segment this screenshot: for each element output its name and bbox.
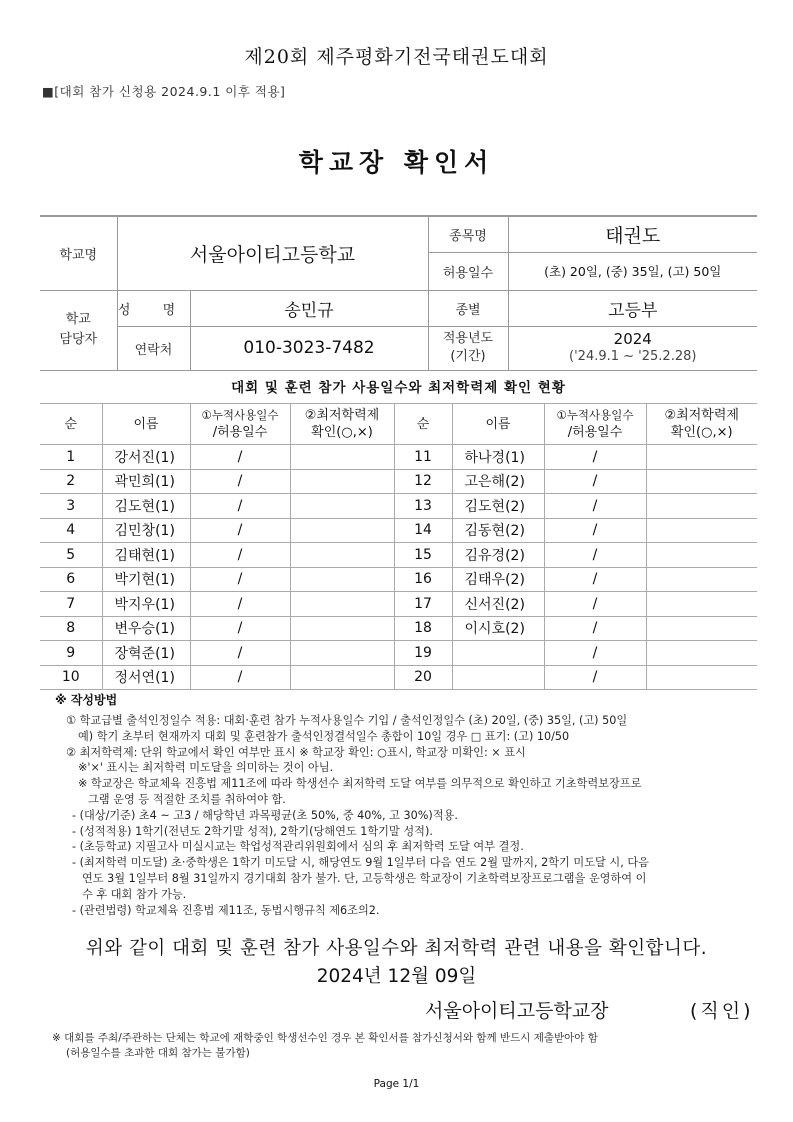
method-notes: [62, 713, 752, 918]
school-label: 학교명: [40, 216, 117, 290]
athlete-name: 김태우(2): [452, 567, 544, 592]
min-check: [290, 641, 394, 666]
athlete-name: [452, 641, 544, 666]
used-days: /: [544, 445, 646, 470]
row-no: 20: [394, 665, 452, 690]
athlete-name: 곽민희(1): [102, 469, 190, 494]
row-no: 4: [40, 518, 102, 543]
used-days: /: [544, 567, 646, 592]
min-check: [290, 469, 394, 494]
note-line: - (성적적용) 1학기(전년도 2학기말 성적), 2학기(당해연도 1학기말 성적).: [72, 824, 433, 838]
event-label: 종목명: [428, 216, 508, 252]
used-days: /: [544, 543, 646, 568]
row-no: 11: [394, 445, 452, 470]
col-used-left-line1: ①누적사용일수: [201, 408, 279, 422]
contact-value: 010-3023-7482: [190, 326, 428, 370]
note-line: ① 학교급별 출석인정일수 적용: 대회·훈련 참가 누적사용일수 기입 / 출석인정일수 (초) 20일, (중) 35일, (고) 50일: [66, 714, 628, 727]
athlete-name: 변우승(1): [102, 616, 190, 641]
athlete-roster-table: [40, 403, 757, 690]
min-check: [290, 665, 394, 690]
athlete-name: 박지우(1): [102, 592, 190, 617]
used-days: /: [544, 641, 646, 666]
used-days: /: [544, 494, 646, 519]
note-line: 수 후 대회 참가 가능.: [82, 887, 187, 901]
col-no-left: 순: [40, 404, 102, 445]
used-days: /: [190, 543, 290, 568]
athlete-name: 박기현(1): [102, 567, 190, 592]
row-no: 13: [394, 494, 452, 519]
used-days: /: [190, 567, 290, 592]
row-no: 16: [394, 567, 452, 592]
min-check: [646, 518, 757, 543]
row-no: 9: [40, 641, 102, 666]
row-no: 19: [394, 641, 452, 666]
row-no: 10: [40, 665, 102, 690]
min-check: [646, 592, 757, 617]
row-no: 18: [394, 616, 452, 641]
school-info-table: [40, 215, 757, 371]
manager-label: 학교 담당자: [40, 290, 117, 370]
row-no: 3: [40, 494, 102, 519]
footnote-line1: ※ 대회를 주최/주관하는 단체는 학교에 재학중인 학생선수인 경우 본 확인서를 참가신청서와 함께 반드시 제출받아야 함: [52, 1032, 598, 1044]
min-check: [290, 567, 394, 592]
table-row: [40, 592, 757, 617]
min-check: [290, 543, 394, 568]
note-line: 그램 운영 등 적절한 조치를 취하여야 함.: [88, 792, 286, 806]
used-days: /: [544, 592, 646, 617]
athlete-name: 김도현(1): [102, 494, 190, 519]
footnote: [52, 1031, 752, 1061]
used-days: /: [190, 616, 290, 641]
note-line: 예) 학기 초부터 현재까지 대회 및 훈련참가 출석인정결석일수 총합이 10일 경우 □ 표기: (고) 10/50: [78, 729, 570, 743]
note-line: - (대상/기준) 초4 ~ 고3 / 해당학년 과목평균(초 50%, 중 40%, 고 30%)적용.: [72, 808, 458, 822]
athlete-name: 김태현(1): [102, 543, 190, 568]
row-no: 6: [40, 567, 102, 592]
min-check: [646, 616, 757, 641]
division-value: 고등부: [508, 290, 757, 326]
athlete-name: 김유경(2): [452, 543, 544, 568]
col-name-right: 이름: [452, 404, 544, 445]
col-name-left: 이름: [102, 404, 190, 445]
col-used-right: [544, 404, 646, 445]
allowed-days-value: (초) 20일, (중) 35일, (고) 50일: [508, 252, 757, 290]
used-days: /: [190, 665, 290, 690]
used-days: /: [190, 494, 290, 519]
min-check: [646, 665, 757, 690]
note-line: ② 최저학력제: 단위 학교에서 확인 여부만 표시 ※ 학교장 확인: ○표시, 학교장 미확인: × 표시: [66, 745, 526, 759]
col-used-right-line2: /허용일수: [567, 425, 623, 440]
athlete-name: 장혁준(1): [102, 641, 190, 666]
year-period: ('24.9.1 ~ '25.2.28): [569, 349, 697, 364]
col-used-right-line1: ①누적사용일수: [556, 408, 634, 422]
used-days: /: [544, 518, 646, 543]
row-no: 12: [394, 469, 452, 494]
table-row: [40, 567, 757, 592]
used-days: /: [190, 518, 290, 543]
athlete-name: 신서진(2): [452, 592, 544, 617]
year-label-line1: 적용년도: [442, 331, 494, 346]
athlete-name: 김동현(2): [452, 518, 544, 543]
event-title: 제20회 제주평화기전국태권도대회: [244, 46, 549, 68]
used-days: /: [544, 616, 646, 641]
row-no: 17: [394, 592, 452, 617]
note-line: 연도 3월 1일부터 8월 31일까지 경기대회 참가 불가. 단, 고등학생은 학교장이 기초학력보장프로그램을 운영하여 이: [82, 871, 647, 885]
status-section-title: 대회 및 훈련 참가 사용일수와 최저학력제 확인 현황: [40, 373, 757, 404]
col-min-right-line2: 확인(○,×): [670, 425, 733, 440]
document-title: 학교장 확인서: [298, 148, 495, 177]
athlete-name: 정서연(1): [102, 665, 190, 690]
athlete-name: 이시호(2): [452, 616, 544, 641]
athlete-name: 김도현(2): [452, 494, 544, 519]
table-row: [40, 494, 757, 519]
footnote-line2: (허용일수를 초과한 대회 참가는 불가함): [66, 1047, 250, 1059]
table-row: [40, 469, 757, 494]
col-used-left: [190, 404, 290, 445]
table-row: [40, 445, 757, 470]
division-label: 종별: [428, 290, 508, 326]
row-no: 7: [40, 592, 102, 617]
col-no-right: 순: [394, 404, 452, 445]
min-check: [646, 641, 757, 666]
used-days: /: [190, 469, 290, 494]
used-days: /: [190, 592, 290, 617]
table-row: [40, 641, 757, 666]
used-days: /: [190, 445, 290, 470]
year-value: 2024: [613, 330, 652, 348]
col-min-left-line1: ②최저학력제: [304, 408, 380, 423]
roster-header-row: [40, 404, 757, 445]
athlete-name: 고은해(2): [452, 469, 544, 494]
min-check: [290, 518, 394, 543]
table-row: [40, 616, 757, 641]
min-check: [290, 494, 394, 519]
col-used-left-line2: /허용일수: [212, 425, 268, 440]
used-days: /: [544, 469, 646, 494]
contact-label: 연락처: [117, 326, 190, 370]
page-number: Page 1/1: [373, 1078, 420, 1090]
min-check: [646, 494, 757, 519]
method-title: ※ 작성방법: [55, 693, 118, 707]
table-row: [40, 665, 757, 690]
year-cell: [508, 326, 757, 370]
min-check: [646, 543, 757, 568]
row-no: 1: [40, 445, 102, 470]
notice-text: ■[대회 참가 신청용 2024.9.1 이후 적용]: [42, 84, 286, 99]
note-line: ※'×' 표시는 최저학력 미도달을 의미하는 것이 아님.: [78, 761, 334, 775]
col-min-left-line2: 확인(○,×): [311, 425, 373, 440]
row-no: 2: [40, 469, 102, 494]
year-label: [428, 326, 508, 370]
note-line: ※ 학교장은 학교체육 진흥법 제11조에 따라 학생선수 최저학력 도달 여부를 의무적으로 확인하고 기초학력보장프로: [78, 777, 642, 791]
note-line: - (최저학력 미도달) 초·중학생은 1학기 미도달 시, 해당연도 9월 1일부터 다음 연도 2월 말까지, 2학기 미도달 시, 다음: [72, 856, 649, 870]
athlete-name: 강서진(1): [102, 445, 190, 470]
min-check: [290, 445, 394, 470]
event-value: 태권도: [508, 216, 757, 252]
row-no: 5: [40, 543, 102, 568]
row-no: 14: [394, 518, 452, 543]
note-line: - (관련법령) 학교체육 진흥법 제11조, 동법시행규칙 제6조의2.: [72, 903, 380, 917]
confirmation-date: 2024년 12월 09일: [316, 966, 477, 987]
official-seal: (직인): [690, 1000, 754, 1022]
table-row: [40, 518, 757, 543]
used-days: /: [190, 641, 290, 666]
min-check: [290, 616, 394, 641]
school-name: 서울아이티고등학교: [117, 216, 428, 290]
row-no: 15: [394, 543, 452, 568]
confirmation-statement: 위와 같이 대회 및 훈련 참가 사용일수와 최저학력 관련 내용을 확인합니다.: [85, 938, 708, 959]
athlete-name: 김민창(1): [102, 518, 190, 543]
used-days: /: [544, 665, 646, 690]
manager-name: 송민규: [190, 290, 428, 326]
principal-name: 서울아이티고등학교장: [425, 1000, 609, 1022]
min-check: [290, 592, 394, 617]
athlete-name: [452, 665, 544, 690]
min-check: [646, 567, 757, 592]
col-min-left: [290, 404, 394, 445]
min-check: [646, 445, 757, 470]
note-line: - (초등학교) 지필고사 미실시교는 학업성적관리위원회에서 심의 후 최저학력 도달 여부 결정.: [72, 840, 524, 854]
allowed-days-label: 허용일수: [428, 252, 508, 290]
manager-name-label: 성 명: [117, 290, 190, 326]
min-check: [646, 469, 757, 494]
col-min-right-line1: ②최저학력제: [664, 408, 739, 423]
athlete-name: 하나경(1): [452, 445, 544, 470]
row-no: 8: [40, 616, 102, 641]
table-row: [40, 543, 757, 568]
year-label-line2: (기간): [450, 349, 486, 364]
col-min-right: [646, 404, 757, 445]
